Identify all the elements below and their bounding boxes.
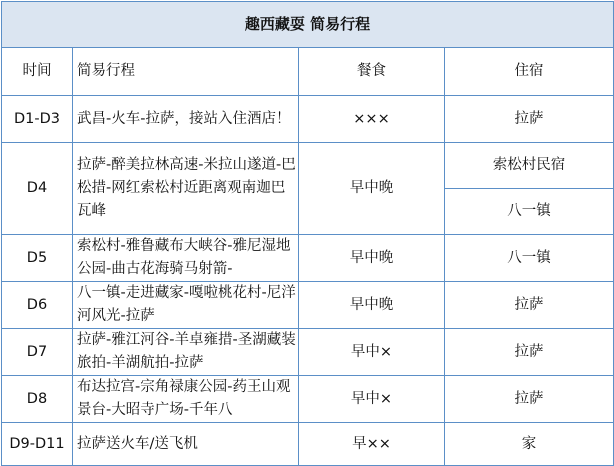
- day-cell: D6: [2, 282, 73, 329]
- itinerary-table: [1, 1, 614, 466]
- day-cell: D5: [2, 235, 73, 282]
- day-cell: D9-D11: [2, 423, 73, 466]
- stay-cell: 家: [445, 423, 614, 466]
- header-stay: 住宿: [445, 48, 614, 96]
- meal-cell: ×××: [299, 96, 445, 143]
- day-cell: D8: [2, 376, 73, 423]
- meal-cell: 早中×: [299, 376, 445, 423]
- day-cell: D1-D3: [2, 96, 73, 143]
- stay-cell: 拉萨: [445, 96, 614, 143]
- table-row: [2, 376, 614, 423]
- table-row: [2, 235, 614, 282]
- meal-cell: 早中晚: [299, 235, 445, 282]
- stay-cell: 拉萨: [445, 282, 614, 329]
- meal-cell: 早中×: [299, 329, 445, 376]
- header-route: 简易行程: [73, 48, 299, 96]
- stay-cell-alt: 八一镇: [445, 189, 614, 235]
- meal-cell: 早中晚: [299, 282, 445, 329]
- title-row: [2, 2, 614, 48]
- route-cell: 拉萨送火车/送飞机: [73, 423, 299, 466]
- table-row: [2, 143, 614, 189]
- table-row: [2, 329, 614, 376]
- meal-cell: 早中晚: [299, 143, 445, 235]
- header-row: [2, 48, 614, 96]
- route-cell: 拉萨-雅江河谷-羊卓雍措-圣湖藏装旅拍-羊湖航拍-拉萨: [73, 329, 299, 376]
- meal-cell: 早××: [299, 423, 445, 466]
- stay-cell: 拉萨: [445, 329, 614, 376]
- stay-cell: 索松村民宿: [445, 143, 614, 189]
- table-row: [2, 96, 614, 143]
- route-cell: 布达拉宫-宗角禄康公园-药王山观景台-大昭寺广场-千年八: [73, 376, 299, 423]
- route-cell: 八一镇-走进藏家-嘎啦桃花村-尼洋河风光-拉萨: [73, 282, 299, 329]
- table-row: [2, 423, 614, 466]
- header-time: 时间: [2, 48, 73, 96]
- table-title: 趣西藏耍 简易行程: [2, 2, 614, 48]
- header-meal: 餐食: [299, 48, 445, 96]
- route-cell: 索松村-雅鲁藏布大峡谷-雅尼湿地公园-曲古花海骑马射箭-: [73, 235, 299, 282]
- day-cell: D4: [2, 143, 73, 235]
- route-cell: 拉萨-醉美拉林高速-米拉山遂道-巴松措-网红索松村近距离观南迦巴瓦峰: [73, 143, 299, 235]
- day-cell: D7: [2, 329, 73, 376]
- stay-cell: 八一镇: [445, 235, 614, 282]
- stay-cell: 拉萨: [445, 376, 614, 423]
- table-row: [2, 282, 614, 329]
- route-cell: 武昌-火车-拉萨，接站入住酒店！: [73, 96, 299, 143]
